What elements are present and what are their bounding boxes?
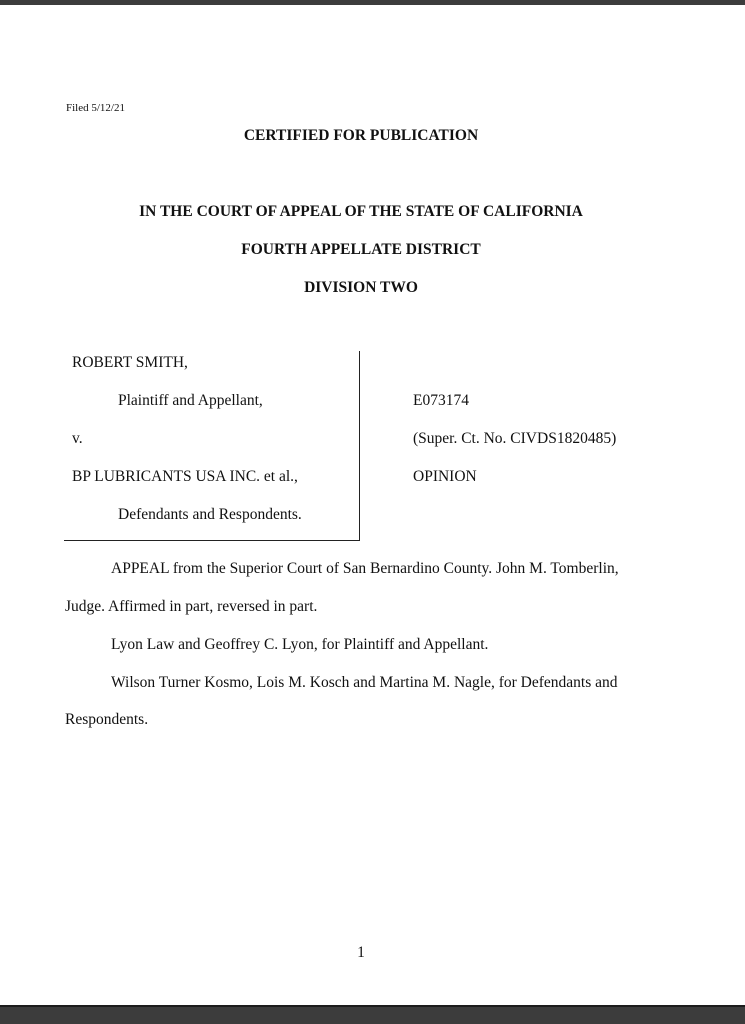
court-division: DIVISION TWO bbox=[304, 279, 418, 296]
caption-divider-horizontal bbox=[64, 540, 360, 541]
plaintiff-role: Plaintiff and Appellant, bbox=[118, 392, 263, 409]
viewer-bottom-bar bbox=[0, 1005, 745, 1024]
document-type: OPINION bbox=[413, 468, 477, 485]
appeal-line-2: Judge. Affirmed in part, reversed in part. bbox=[65, 598, 318, 615]
filed-date: Filed 5/12/21 bbox=[66, 102, 125, 114]
plaintiff-name: ROBERT SMITH, bbox=[72, 354, 188, 371]
defendant-name: BP LUBRICANTS USA INC. et al., bbox=[72, 468, 298, 485]
certification-heading: CERTIFIED FOR PUBLICATION bbox=[243, 127, 479, 144]
caption-divider-vertical bbox=[359, 351, 360, 540]
defendant-role: Defendants and Respondents. bbox=[118, 506, 302, 523]
counsel-appellant: Lyon Law and Geoffrey C. Lyon, for Plaintiff and Appellant. bbox=[111, 636, 489, 653]
versus: v. bbox=[72, 430, 83, 447]
superior-court-number: (Super. Ct. No. CIVDS1820485) bbox=[413, 430, 617, 447]
viewer-bottom-divider bbox=[0, 1005, 745, 1007]
appeal-line-1: APPEAL from the Superior Court of San Bernardino County. John M. Tomberlin, bbox=[111, 560, 619, 577]
case-number: E073174 bbox=[413, 392, 469, 409]
page-number: 1 bbox=[357, 944, 365, 961]
court-name: IN THE COURT OF APPEAL OF THE STATE OF CALIFORNIA bbox=[139, 203, 583, 220]
document-page bbox=[0, 5, 745, 1005]
counsel-respondents-line-2: Respondents. bbox=[65, 711, 149, 728]
counsel-respondents-line-1: Wilson Turner Kosmo, Lois M. Kosch and Martina M. Nagle, for Defendants and bbox=[111, 674, 618, 691]
court-district: FOURTH APPELLATE DISTRICT bbox=[241, 241, 481, 258]
